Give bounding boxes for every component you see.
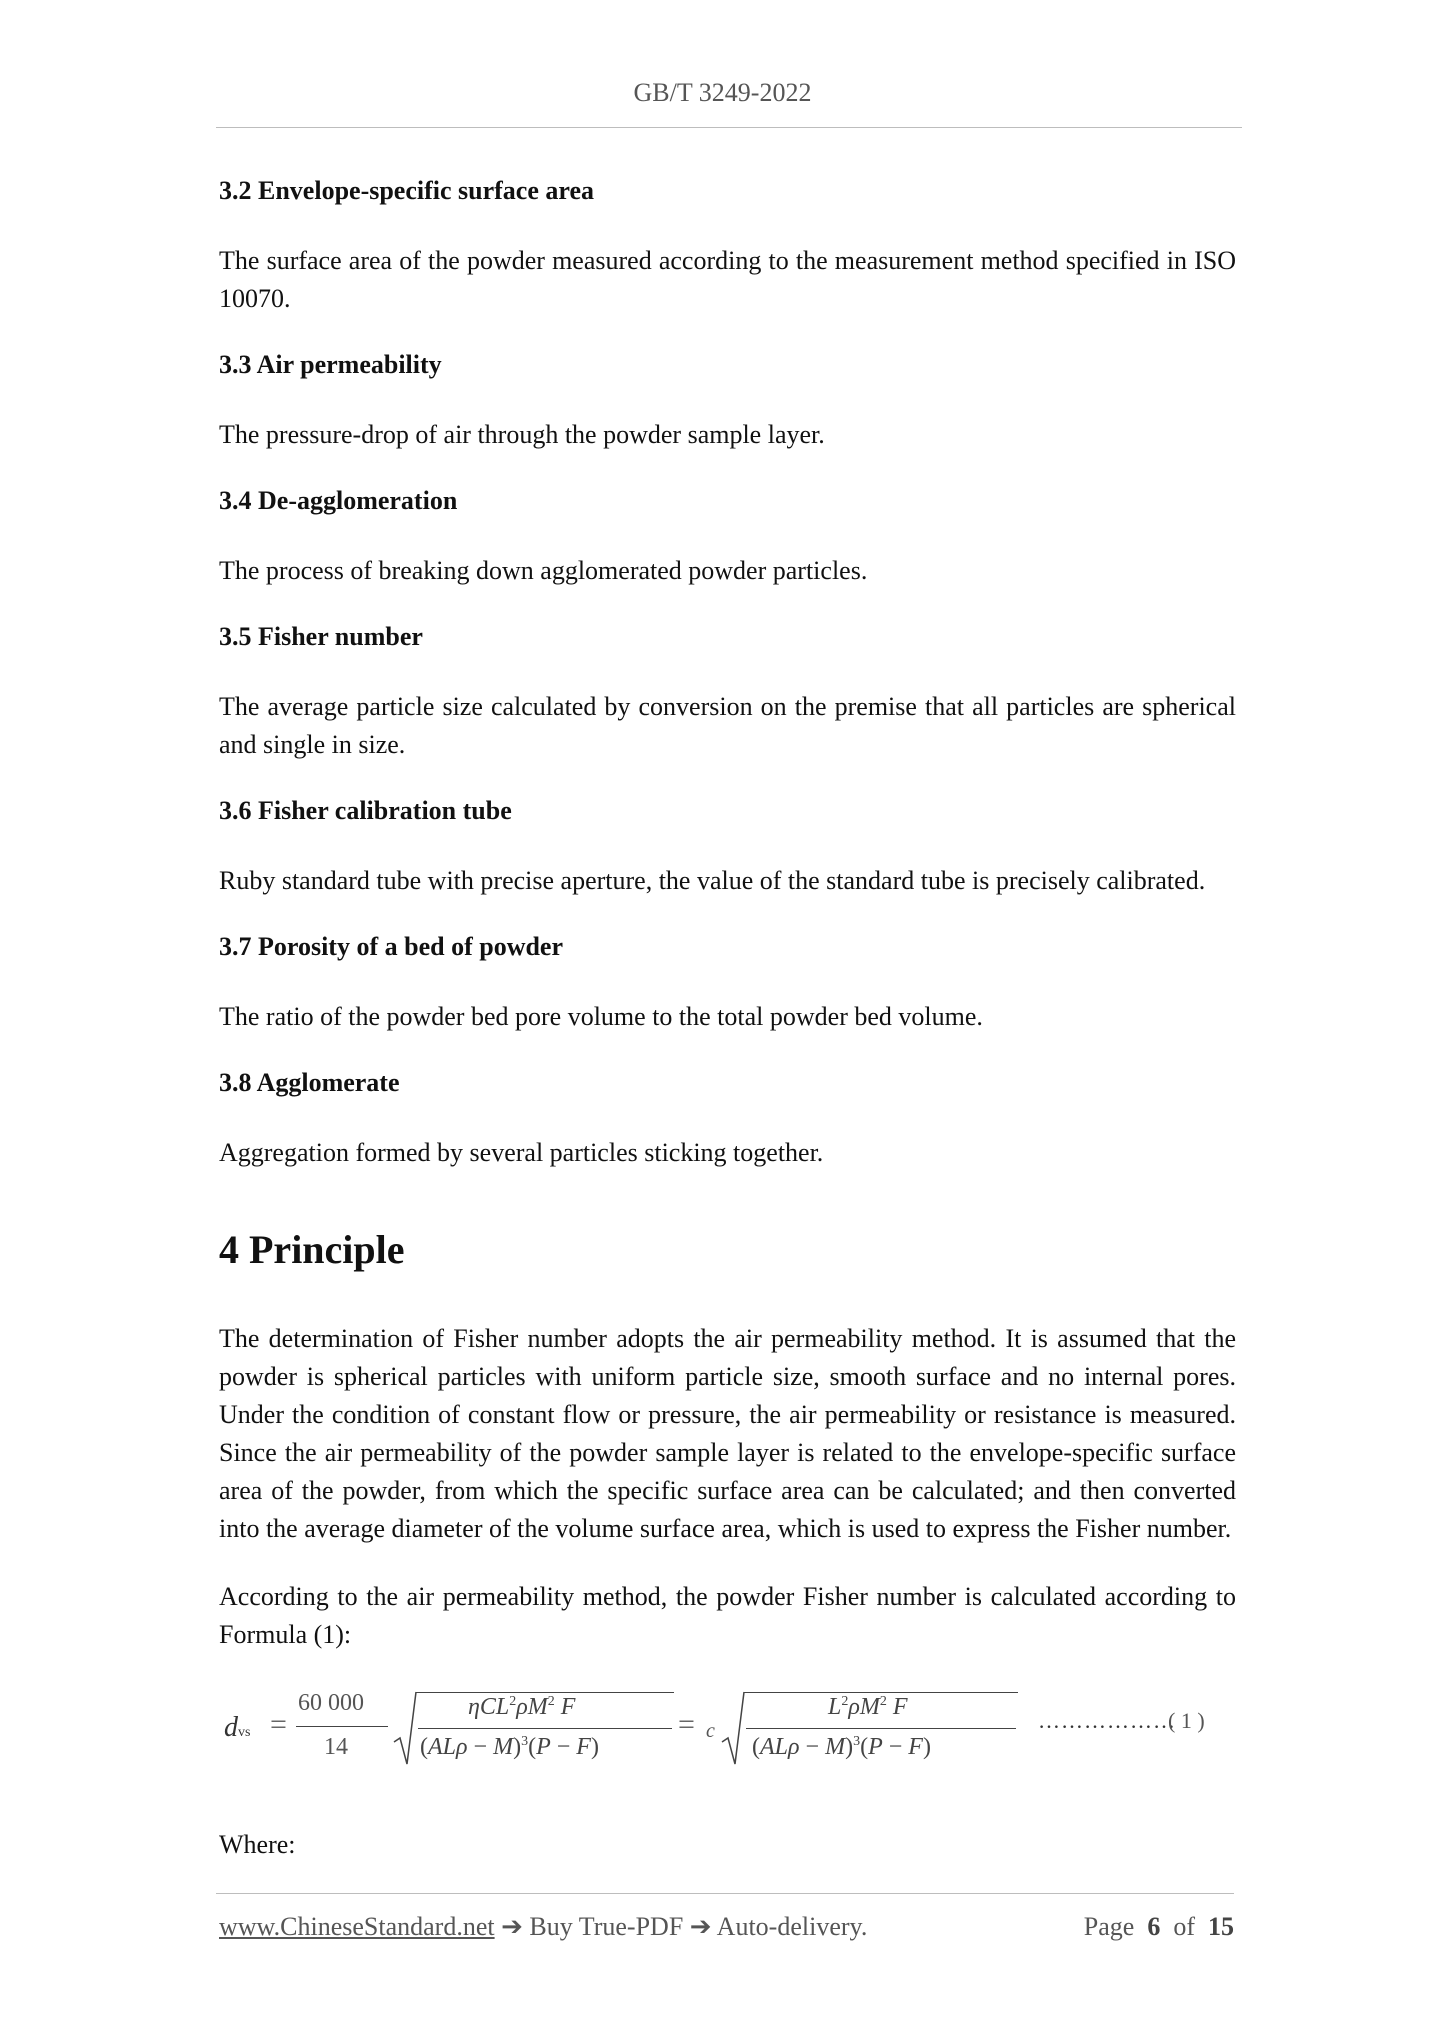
section-3-2-heading: 3.2 Envelope-specific surface area <box>219 176 594 205</box>
formula-radical-bar-1 <box>416 1692 674 1693</box>
formula-equals-2: = <box>678 1708 695 1741</box>
footer-buy-text: Buy True-PDF <box>529 1912 684 1941</box>
page-total: 15 <box>1208 1912 1234 1941</box>
section-3-2-text: The surface area of the powder measured according to the measurement method specified in ISO 10070. <box>219 246 1236 313</box>
principle-paragraph-2: According to the air permeability method, the powder Fisher number is calculated according to Formula (1): <box>219 1582 1236 1649</box>
formula-radical-1 <box>392 1690 418 1770</box>
formula-num-1: $\eta CL^2\rho M^2$ F <box>468 1694 576 1720</box>
section-3-7-heading: 3.7 Porosity of a bed of powder <box>219 932 564 961</box>
page-header: GB/T 3249-2022 <box>633 78 812 107</box>
section-3-3-heading: 3.3 Air permeability <box>219 350 442 379</box>
section-3-4-heading: 3.4 De-agglomeration <box>219 486 458 515</box>
formula-den-1: $(AL\rho - M)^3(P - F)$ <box>420 1734 599 1760</box>
formula-coef-numerator: 60 000 <box>298 1690 364 1716</box>
formula-num-2: $L^2\rho M^2$ F <box>828 1694 908 1720</box>
formula-lhs: dvs <box>224 1712 251 1743</box>
arrow-icon: ➔ <box>689 1912 712 1941</box>
footer-rule <box>216 1893 1234 1894</box>
section-3-6-heading: 3.6 Fisher calibration tube <box>219 796 512 825</box>
formula-coef-denominator: 14 <box>324 1734 348 1760</box>
formula-equals-1: = <box>270 1708 287 1741</box>
section-3-4-text: The process of breaking down agglomerated powder particles. <box>219 556 868 585</box>
footer-left <box>219 1912 867 1942</box>
arrow-icon: ➔ <box>501 1912 523 1941</box>
principle-heading: 4 Principle <box>219 1227 405 1272</box>
section-3-5-heading: 3.5 Fisher number <box>219 622 423 651</box>
formula-fraction-bar-1 <box>418 1728 672 1729</box>
formula-1 <box>222 1690 1242 1770</box>
section-3-8-heading: 3.8 Agglomerate <box>219 1068 400 1097</box>
formula-den-2: $(AL\rho - M)^3(P - F)$ <box>752 1734 931 1760</box>
section-3-6-text: Ruby standard tube with precise aperture, the value of the standard tube is precisely calibrated. <box>219 866 1206 895</box>
page-number: 6 <box>1147 1912 1161 1941</box>
page-indicator <box>1084 1912 1234 1942</box>
where-label: Where: <box>219 1830 296 1859</box>
section-3-7-text: The ratio of the powder bed pore volume to the total powder bed volume. <box>219 1002 983 1031</box>
section-3-3-text: The pressure-drop of air through the powder sample layer. <box>219 420 825 449</box>
header-rule <box>216 127 1242 128</box>
formula-radical-bar-2 <box>744 1692 1018 1693</box>
of-label: of <box>1173 1912 1195 1941</box>
footer-website-link[interactable]: www.ChineseStandard.net <box>219 1912 495 1941</box>
formula-constant-c: c <box>706 1720 715 1742</box>
formula-coef-bar <box>296 1726 388 1727</box>
principle-paragraph-1: The determination of Fisher number adopts the air permeability method. It is assumed that the powder is spherical particles with uniform particle size, smooth surface and no internal pores. Under the condition of constant flow or pressure, the air permeability or resistance is measured. Since the air permeability of the powder sample layer is related to the envelope-specific surface area of the powder, from which the specific surface area can be calculated; and then converted into the average diameter of the volume surface area, which is used to express the Fisher number. <box>219 1324 1236 1543</box>
section-3-5-text: The average particle size calculated by conversion on the premise that all particles are spherical and single in size. <box>219 692 1236 759</box>
formula-leader-dots: ……………… <box>1038 1708 1176 1733</box>
section-3-8-text: Aggregation formed by several particles sticking together. <box>219 1138 824 1167</box>
formula-number-label: ( 1 ) <box>1168 1708 1205 1733</box>
formula-radical-2 <box>720 1690 746 1770</box>
formula-fraction-bar-2 <box>746 1728 1016 1729</box>
footer-auto-delivery-text: Auto-delivery. <box>716 1912 868 1941</box>
page-label: Page <box>1083 1912 1135 1941</box>
